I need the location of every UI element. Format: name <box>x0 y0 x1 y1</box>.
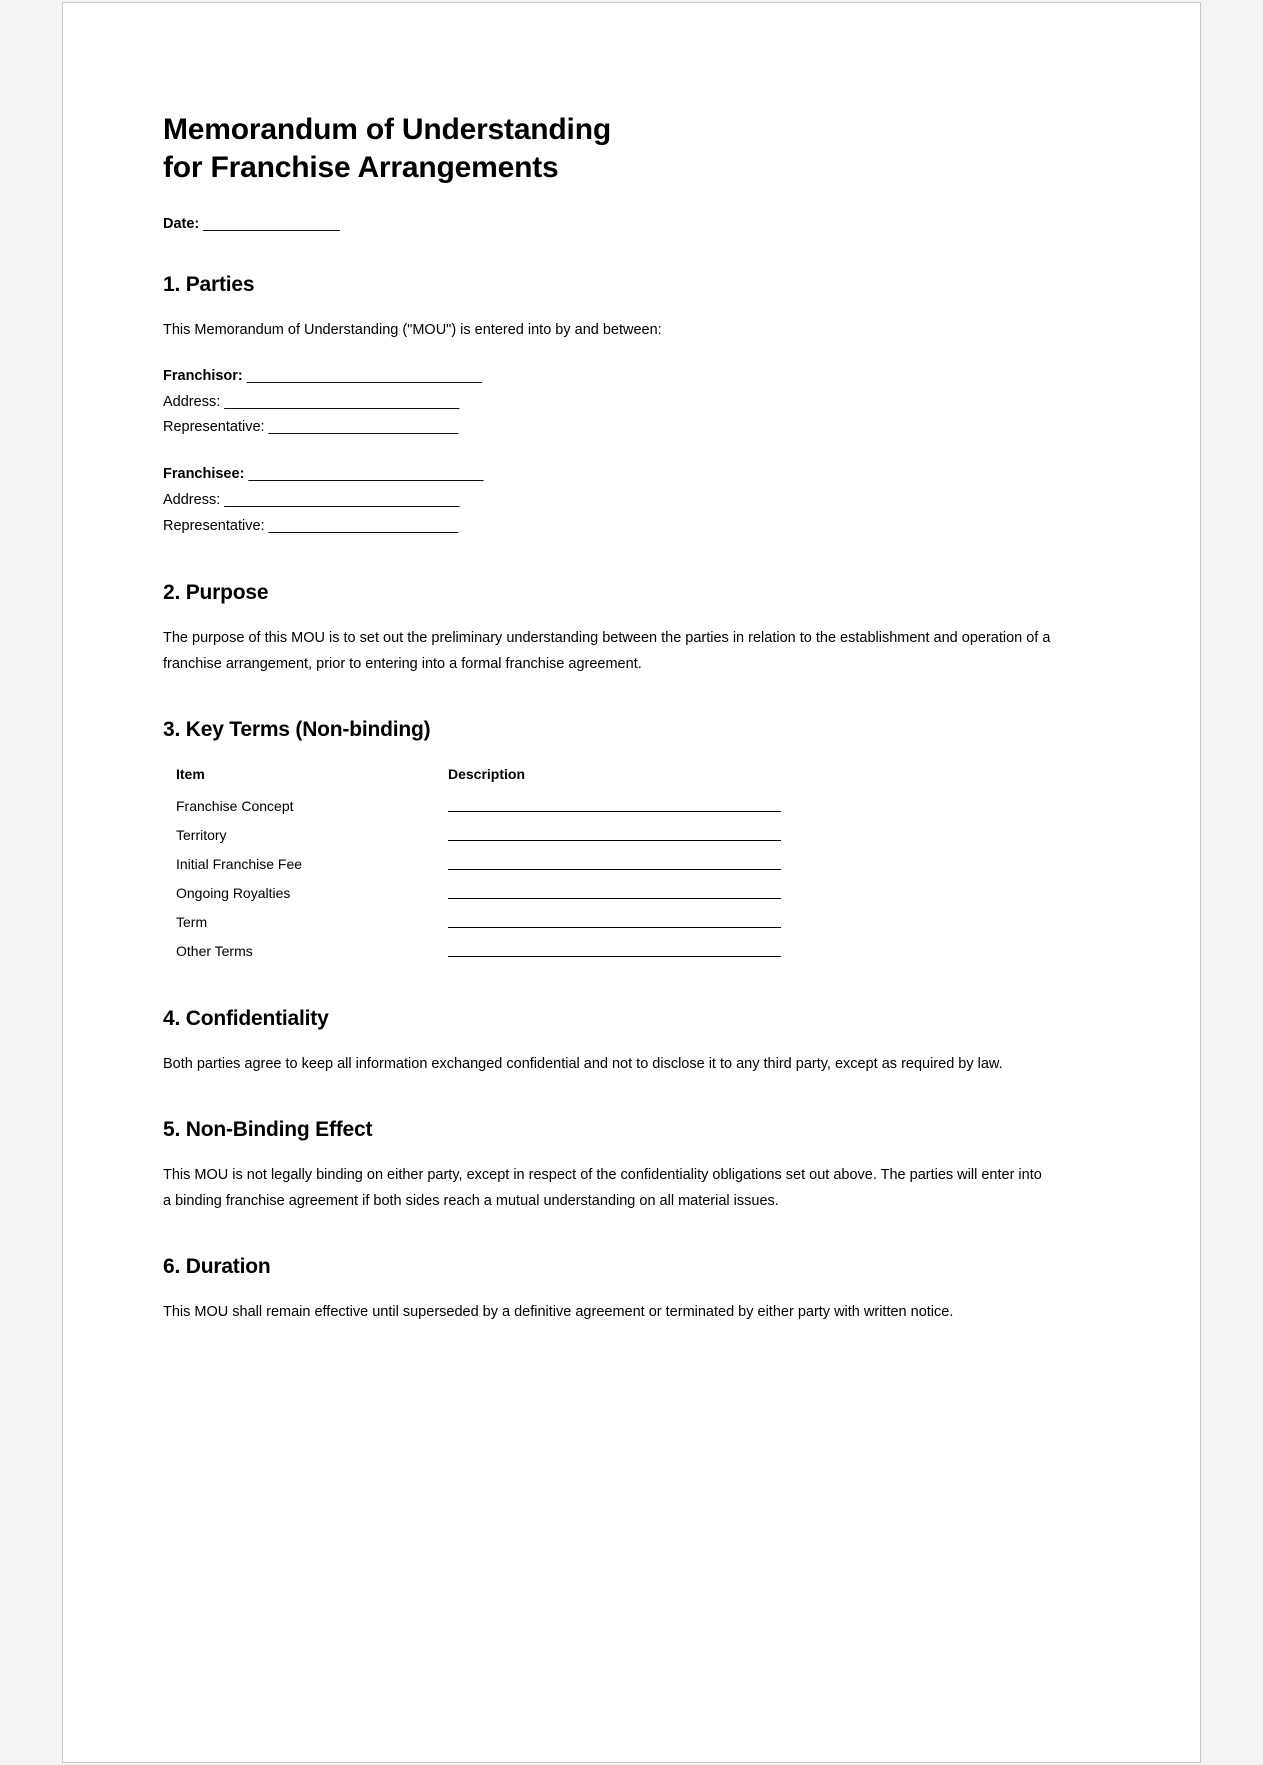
section-heading-purpose: 2. Purpose <box>163 581 269 605</box>
franchisee-representative-blank[interactable]: _________________________ <box>268 518 458 535</box>
underline-rule <box>448 898 781 899</box>
date-blank[interactable]: __________________ <box>203 216 340 233</box>
key-term-description-blank[interactable] <box>448 937 876 966</box>
franchisee-name-blank[interactable]: _______________________________ <box>248 466 483 483</box>
underline-rule <box>448 811 781 812</box>
franchisee-address-line <box>163 488 1100 514</box>
key-term-item-label: Other Terms <box>176 943 253 960</box>
franchisee-representative-label: Representative: <box>163 518 265 535</box>
key-term-item-label: Initial Franchise Fee <box>176 856 303 873</box>
franchisor-address-blank[interactable]: _______________________________ <box>224 393 459 410</box>
key-term-item-label: Territory <box>176 827 227 844</box>
section-heading-non-binding-effect: 5. Non-Binding Effect <box>163 1118 373 1142</box>
key-term-description-blank[interactable] <box>448 879 876 908</box>
section-heading-parties: 1. Parties <box>163 273 255 297</box>
table-row <box>176 792 876 821</box>
key-term-item-label: Ongoing Royalties <box>176 885 291 902</box>
table-row <box>176 821 876 850</box>
document-page <box>62 2 1201 1763</box>
franchisor-name-blank[interactable]: _______________________________ <box>246 367 482 384</box>
key-terms-header-item: Item <box>176 766 205 783</box>
table-row <box>176 937 876 966</box>
franchisee-address-label: Address: <box>163 492 221 509</box>
franchisee-label: Franchisee: <box>163 466 245 483</box>
parties-intro-text: This Memorandum of Understanding ("MOU") is entered into by and between: <box>163 322 662 339</box>
confidentiality-body-text: Both parties agree to keep all information exchanged confidential and not to disclose it to any third party, except as required by law. <box>163 1056 1003 1073</box>
key-terms-table <box>176 766 876 966</box>
table-row <box>176 908 876 937</box>
date-label: Date: <box>163 216 200 233</box>
franchisor-name-line <box>163 364 1100 390</box>
underline-rule <box>448 927 781 928</box>
table-row <box>176 850 876 879</box>
franchisee-representative-line <box>163 514 1100 540</box>
title-line-1: Memorandum of Understanding <box>163 113 611 146</box>
title-line-2: for Franchise Arrangements <box>163 151 559 185</box>
page-title <box>163 111 1100 187</box>
key-term-description-blank[interactable] <box>448 792 876 821</box>
franchisor-representative-label: Representative: <box>163 419 265 436</box>
franchisor-address-line <box>163 390 1100 416</box>
underline-rule <box>448 840 781 841</box>
non-binding-effect-body-text: This MOU is not legally binding on either party, except in respect of the confidentiality obligations set out above. The parties will enter into a binding franchise agreement if both sides reach a mutual understanding on all material issues. <box>163 1167 1042 1209</box>
key-terms-header-description: Description <box>448 766 526 783</box>
table-row <box>176 879 876 908</box>
purpose-body-text: The purpose of this MOU is to set out the preliminary understanding between the parties in relation to the establishment and operation of a franchise arrangement, prior to entering into a formal franchise agreement. <box>163 630 1051 672</box>
key-term-description-blank[interactable] <box>448 850 876 879</box>
key-term-description-blank[interactable] <box>448 821 876 850</box>
date-field-row <box>163 216 1100 232</box>
key-term-item-label: Franchise Concept <box>176 798 294 815</box>
duration-body-text: This MOU shall remain effective until superseded by a definitive agreement or terminated by either party with written notice. <box>163 1304 954 1321</box>
underline-rule <box>448 869 781 870</box>
section-heading-key-terms: 3. Key Terms (Non-binding) <box>163 718 431 742</box>
underline-rule <box>448 956 781 957</box>
section-heading-duration: 6. Duration <box>163 1255 271 1279</box>
franchisee-block <box>163 462 1100 540</box>
key-terms-header-row <box>176 766 876 792</box>
franchisor-representative-line <box>163 415 1100 441</box>
franchisor-address-label: Address: <box>163 393 221 410</box>
franchisee-address-blank[interactable]: _______________________________ <box>224 492 459 509</box>
franchisee-name-line <box>163 462 1100 488</box>
section-heading-confidentiality: 4. Confidentiality <box>163 1007 329 1031</box>
franchisor-block <box>163 364 1100 442</box>
key-term-description-blank[interactable] <box>448 908 876 937</box>
key-term-item-label: Term <box>176 914 208 931</box>
franchisor-label: Franchisor: <box>163 367 243 384</box>
franchisor-representative-blank[interactable]: _________________________ <box>268 419 458 436</box>
